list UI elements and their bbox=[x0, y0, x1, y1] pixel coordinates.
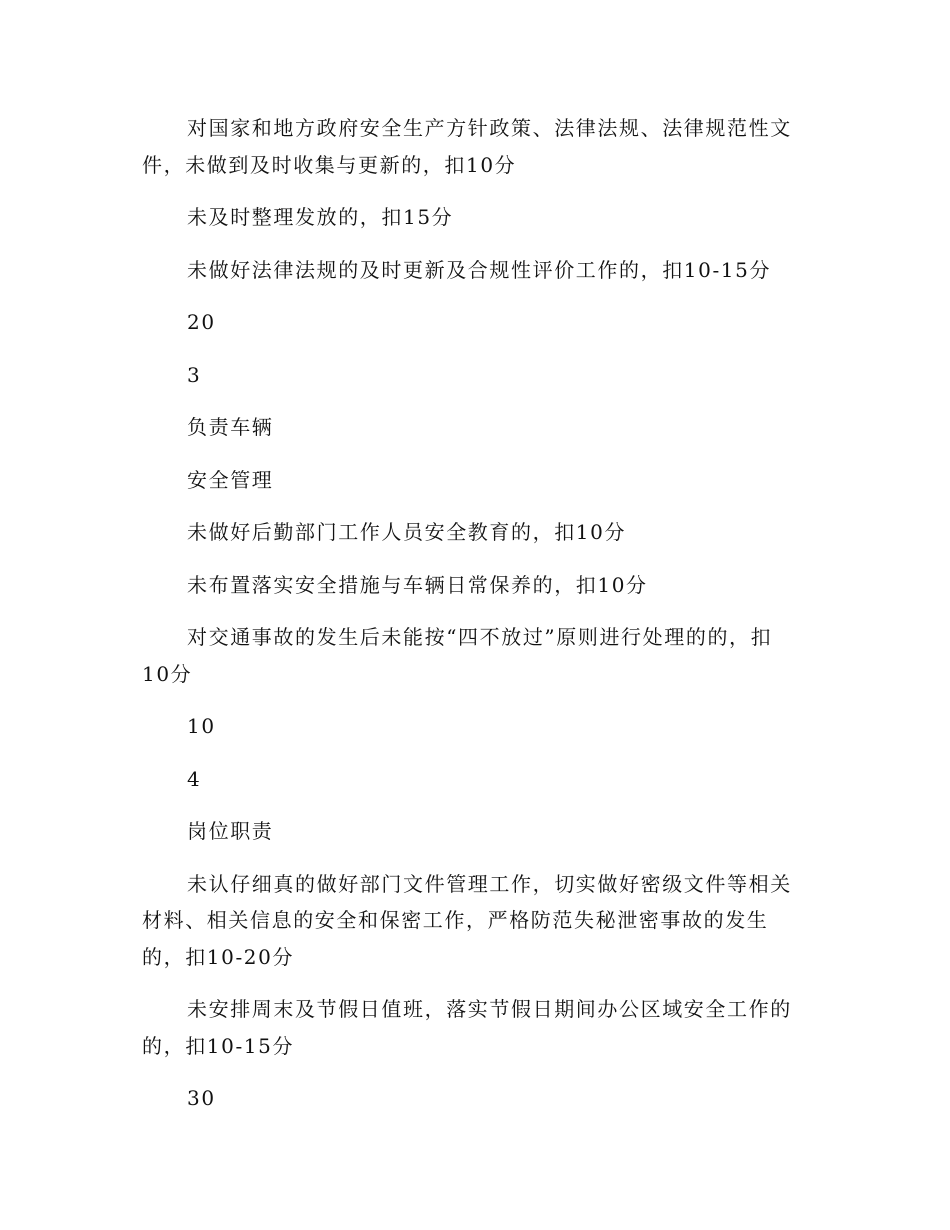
document-body bbox=[142, 110, 798, 1133]
paragraph-10: 对交通事故的发生后未能按“四不放过”原则进行处理的的，扣10分 bbox=[142, 625, 773, 686]
paragraph-3: 未做好法律法规的及时更新及合规性评价工作的，扣10-15分 bbox=[187, 257, 772, 282]
paragraph-16: 30 bbox=[187, 1086, 216, 1110]
paragraph-11: 10 bbox=[187, 714, 216, 738]
paragraph-12: 4 bbox=[187, 766, 202, 791]
paragraph-7: 安全管理 bbox=[187, 467, 274, 492]
paragraph-8: 未做好后勤部门工作人员安全教育的，扣10分 bbox=[187, 520, 627, 544]
paragraph-5: 3 bbox=[187, 362, 202, 387]
paragraph-6: 负责车辆 bbox=[187, 415, 274, 439]
paragraph-1: 对国家和地方政府安全生产方针政策、法律法规、法律规范性文件，未做到及时收集与更新的，扣10分 bbox=[142, 116, 792, 177]
paragraph-9: 未布置落实安全措施与车辆日常保养的，扣10分 bbox=[187, 572, 648, 597]
paragraph-14: 未认仔细真的做好部门文件管理工作，切实做好密级文件等相关材料、相关信息的安全和保密工作，严格防范失秘泄密事故的发生的，扣10-20分 bbox=[142, 871, 792, 969]
paragraph-13: 岗位职责 bbox=[187, 819, 274, 843]
paragraph-15: 未安排周末及节假日值班，落实节假日期间办公区域安全工作的的，扣10-15分 bbox=[142, 997, 792, 1058]
paragraph-4: 20 bbox=[187, 310, 216, 334]
paragraph-2: 未及时整理发放的，扣15分 bbox=[187, 205, 454, 229]
